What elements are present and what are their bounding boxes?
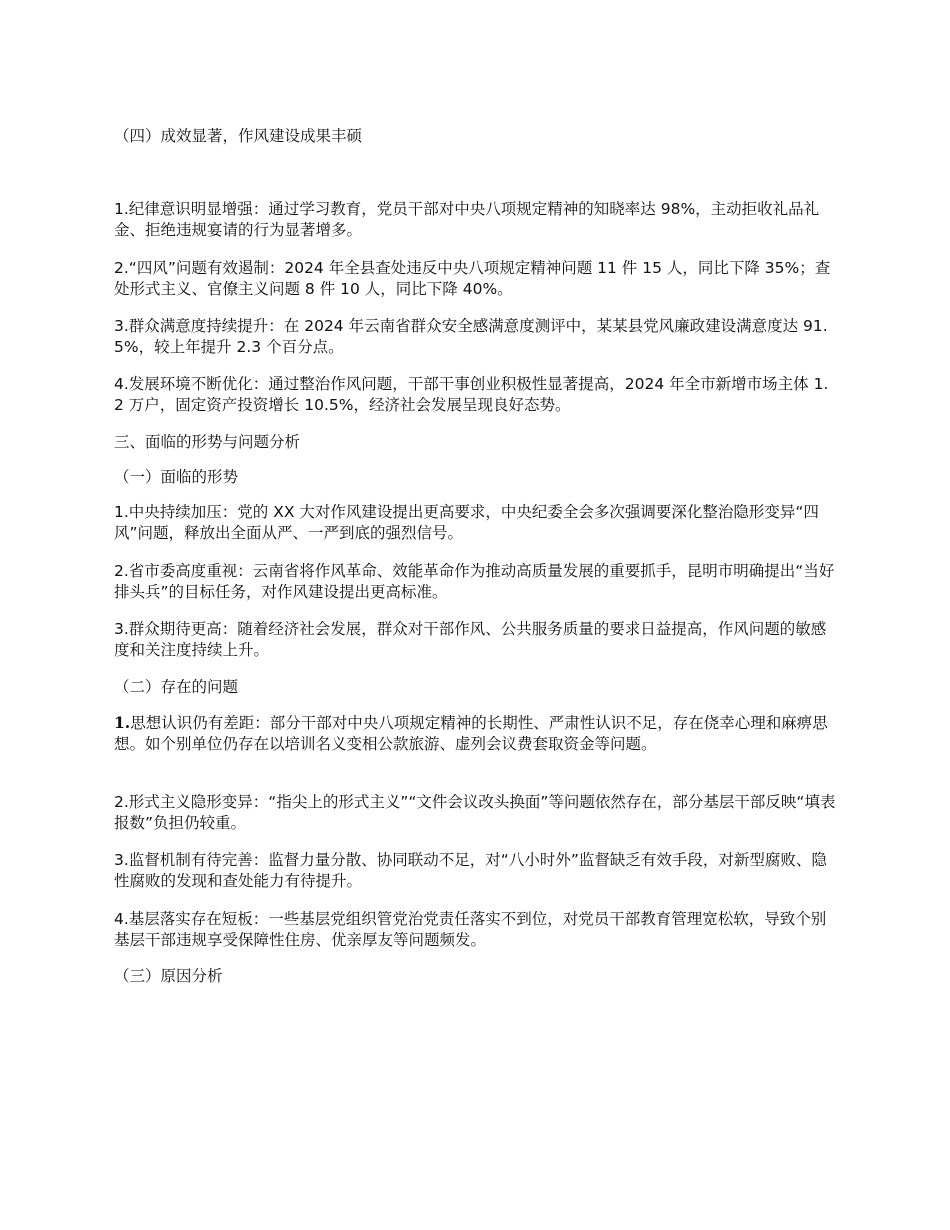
- subheading-problems: （二）存在的问题: [114, 678, 239, 696]
- result-item-2: 2.“四风”问题有效遏制：2024 年全县查处违反中央八项规定精神问题 11 件 15 人，同比下降 35%；查处形式主义、官僚主义问题 8 件 10 人，同比下降 40%。: [114, 259, 831, 298]
- problem-item-1: [114, 712, 838, 755]
- problem-item-2: 2.形式主义隐形变异：“指尖上的形式主义”“文件会议改头换面”等问题依然存在，部分基层干部反映“填表报数”负担仍较重。: [114, 793, 836, 832]
- situation-item-1: 1.中央持续加压：党的 XX 大对作风建设提出更高要求，中央纪委全会多次强调要深化整治隐形变异“四风”问题，释放出全面从严、一严到底的强烈信号。: [114, 503, 819, 542]
- problem-item-3: 3.监督机制有待完善：监督力量分散、协同联动不足，对“八小时外”监督缺乏有效手段，对新型腐败、隐性腐败的发现和查处能力有待提升。: [114, 851, 827, 890]
- problem-item-1-number: 1.: [114, 713, 131, 732]
- result-item-3: 3.群众满意度持续提升：在 2024 年云南省群众安全感满意度测评中，某某县党风廉政建设满意度达 91.5%，较上年提升 2.3 个百分点。: [114, 317, 828, 356]
- situation-item-3: 3.群众期待更高：随着经济社会发展，群众对干部作风、公共服务质量的要求日益提高，作风问题的敏感度和关注度持续上升。: [114, 620, 827, 659]
- result-item-4: 4.发展环境不断优化：通过整治作风问题，干部干事创业积极性显著提高，2024 年全市新增市场主体 1.2 万户，固定资产投资增长 10.5%，经济社会发展呈现良好态势。: [114, 375, 829, 414]
- situation-item-2: 2.省市委高度重视：云南省将作风革命、效能革命作为推动高质量发展的重要抓手，昆明市明确提出“当好排头兵”的目标任务，对作风建设提出更高标准。: [114, 562, 835, 601]
- subheading-causes: （三）原因分析: [114, 967, 223, 985]
- problem-item-1-text: 思想认识仍有差距：部分干部对中央八项规定精神的长期性、严肃性认识不足，存在侥幸心理和麻痹思想。如个别单位仍存在以培训名义变相公款旅游、虚列会议费套取资金等问题。: [114, 714, 828, 753]
- result-item-1: 1.纪律意识明显增强：通过学习教育，党员干部对中央八项规定精神的知晓率达 98%，主动拒收礼品礼金、拒绝违规宴请的行为显著增多。: [114, 200, 820, 239]
- section-heading-results: （四）成效显著，作风建设成果丰硕: [114, 127, 363, 145]
- subheading-situation: （一）面临的形势: [114, 468, 239, 486]
- part-heading-situation-analysis: 三、面临的形势与问题分析: [114, 433, 301, 451]
- problem-item-4: 4.基层落实存在短板：一些基层党组织管党治党责任落实不到位，对党员干部教育管理宽松软，导致个别基层干部违规享受保障性住房、优亲厚友等问题频发。: [114, 910, 827, 949]
